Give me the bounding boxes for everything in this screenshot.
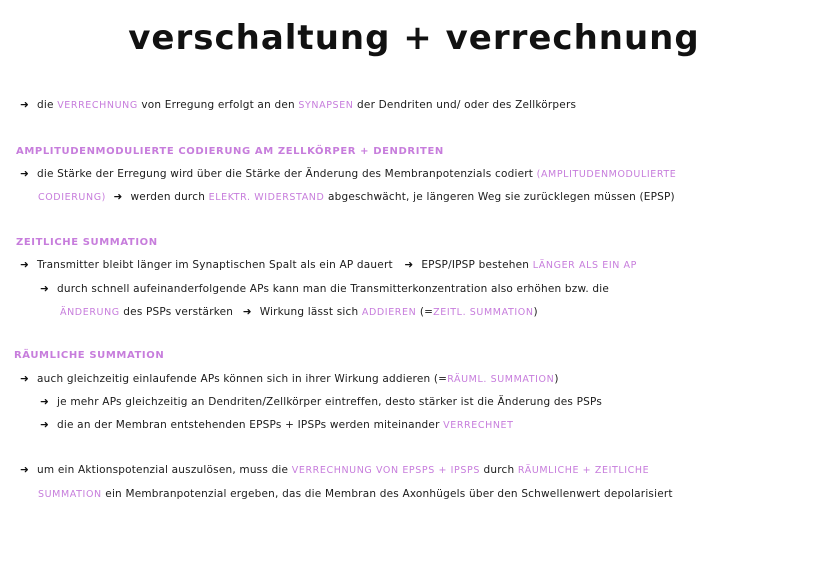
amplitude-text-1: die Stärke der Erregung wird über die Stärke der Änderung des Membranpotenzials codiert	[37, 168, 534, 180]
temporal-highlight-2: ÄNDERUNG	[60, 307, 120, 318]
amplitude-text-3: abgeschwächt, je längeren Weg sie zurücklegen müssen (EPSP)	[327, 191, 675, 203]
arrow-icon: ➜	[20, 259, 29, 271]
temporal-text-5: Wirkung lässt sich	[259, 306, 359, 318]
arrow-icon: ➜	[40, 283, 49, 295]
arrow-icon: ➜	[242, 306, 252, 318]
arrow-icon: ➜	[404, 259, 414, 271]
temporal-text-1: Transmitter bleibt länger im Synaptischen Spalt als ein AP dauert	[37, 259, 393, 271]
temporal-line-1	[20, 258, 637, 273]
arrow-icon: ➜	[20, 99, 29, 111]
arrow-icon: ➜	[20, 168, 29, 180]
spatial-heading: RÄUMLICHE SUMMATION	[14, 350, 165, 361]
spatial-line-2	[40, 395, 602, 409]
temporal-highlight-4: ZEITL. SUMMATION	[433, 307, 534, 318]
temporal-text-3: durch schnell aufeinanderfolgende APs kann man die Transmitterkonzentration also erhöhen bzw. die	[57, 283, 610, 295]
amplitude-line-1	[20, 167, 676, 182]
spatial-text-4: die an der Membran entstehenden EPSPs + IPSPs werden miteinander	[57, 419, 440, 431]
conclusion-line-1	[20, 463, 649, 478]
intro-text-1: die	[37, 99, 54, 111]
intro-highlight-2: SYNAPSEN	[298, 100, 354, 111]
intro-highlight-1: VERRECHNUNG	[57, 100, 138, 111]
amplitude-highlight-2: CODIERUNG)	[38, 192, 106, 203]
temporal-text-4: des PSPs verstärken	[123, 306, 234, 318]
spatial-line-3	[40, 418, 514, 433]
arrow-icon: ➜	[20, 464, 29, 476]
amplitude-line-2	[38, 190, 675, 205]
temporal-line-3	[60, 305, 538, 320]
temporal-highlight-3: ADDIEREN	[361, 307, 417, 318]
arrow-icon: ➜	[113, 191, 123, 203]
amplitude-highlight-1: (AMPLITUDENMODULIERTE	[536, 169, 677, 180]
spatial-text-3: je mehr APs gleichzeitig an Dendriten/Zellkörper eintreffen, desto stärker ist die Änderung des PSPs	[57, 396, 603, 408]
intro-line	[20, 98, 576, 113]
spatial-text-1: auch gleichzeitig einlaufende APs können sich in ihrer Wirkung addieren (=	[37, 373, 448, 385]
page-title: verschaltung + verrechnung	[128, 18, 700, 58]
conclusion-highlight-1: VERRECHNUNG VON EPSPS + IPSPS	[291, 465, 480, 476]
temporal-text-7: )	[533, 306, 538, 318]
arrow-icon: ➜	[40, 396, 49, 408]
spatial-line-1	[20, 372, 559, 387]
conclusion-text-3: ein Membranpotenzial ergeben, das die Membran des Axonhügels über den Schwellenwert depolarisiert	[105, 488, 673, 500]
amplitude-highlight-3: ELEKTR. WIDERSTAND	[208, 192, 325, 203]
arrow-icon: ➜	[20, 373, 29, 385]
temporal-heading: ZEITLICHE SUMMATION	[16, 237, 158, 248]
conclusion-highlight-3: SUMMATION	[38, 489, 102, 500]
spatial-text-2: )	[554, 373, 559, 385]
conclusion-text-2: durch	[483, 464, 515, 476]
temporal-text-2: EPSP/IPSP bestehen	[421, 259, 530, 271]
intro-text-3: der Dendriten und/ oder des Zellkörpers	[357, 99, 577, 111]
spatial-highlight-2: VERRECHNET	[443, 420, 514, 431]
temporal-line-2	[40, 282, 609, 296]
amplitude-heading: AMPLITUDENMODULIERTE CODIERUNG AM ZELLKÖRPER + DENDRITEN	[16, 146, 444, 157]
conclusion-line-2	[38, 487, 673, 502]
arrow-icon: ➜	[40, 419, 49, 431]
intro-text-2: von Erregung erfolgt an den	[141, 99, 295, 111]
conclusion-highlight-2: RÄUMLICHE + ZEITLICHE	[517, 465, 650, 476]
temporal-highlight-1: LÄNGER ALS EIN AP	[532, 260, 637, 271]
temporal-text-6: (=	[419, 306, 434, 318]
conclusion-text-1: um ein Aktionspotenzial auszulösen, muss die	[37, 464, 289, 476]
spatial-highlight-1: RÄUML. SUMMATION	[447, 374, 555, 385]
amplitude-text-2: werden durch	[130, 191, 206, 203]
